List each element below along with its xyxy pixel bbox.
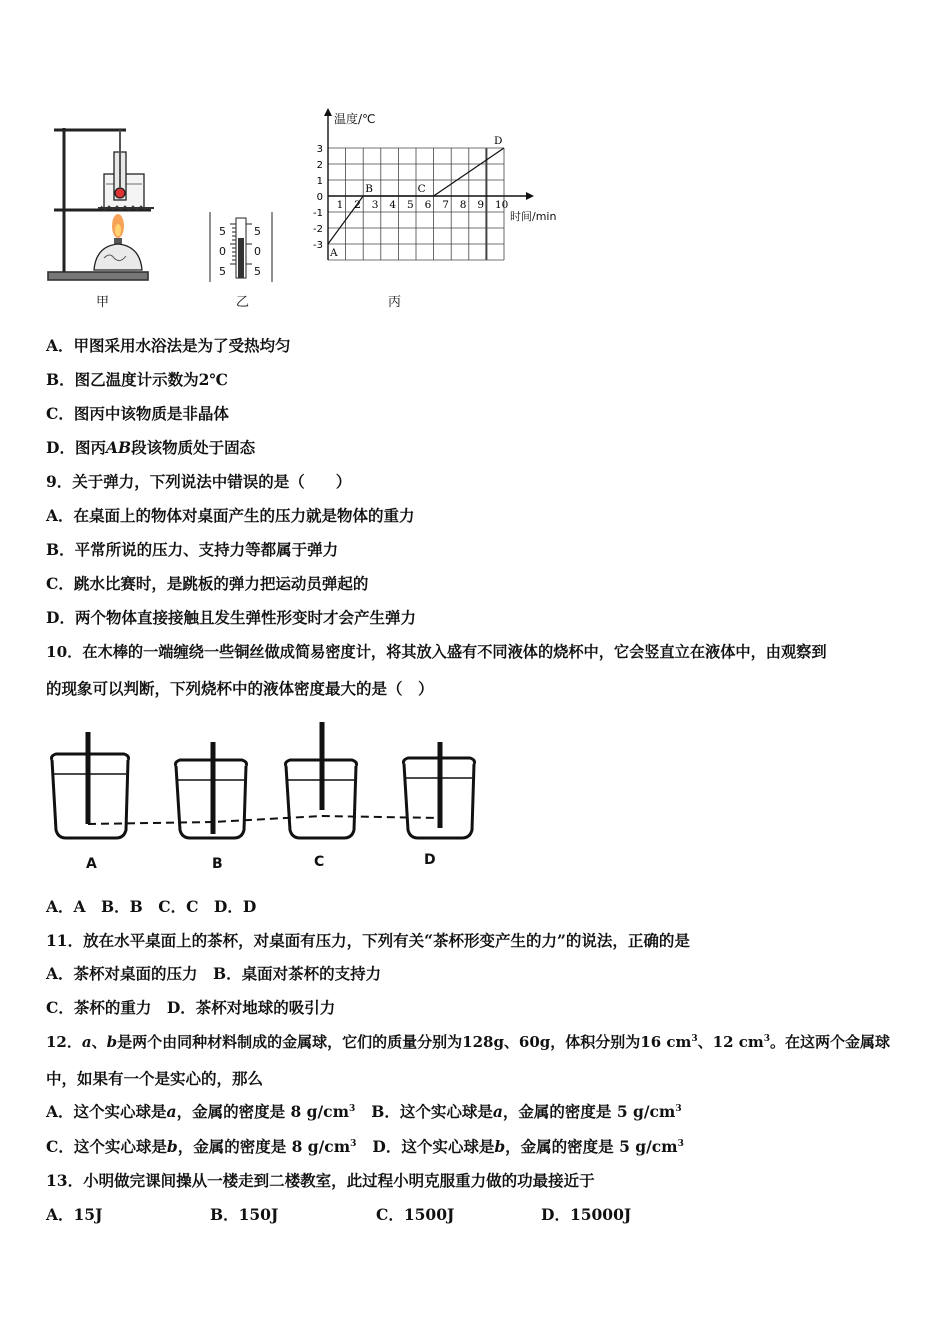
q12-options-cd [46, 1137, 684, 1157]
figure-bing-graph [300, 106, 580, 266]
q12-stem-end: 。在这两个金属球 [770, 1033, 891, 1051]
thermometer-right-tick: 5 [254, 225, 261, 238]
point-label: C [417, 183, 426, 195]
q8-option-a: A．甲图采用水浴法是为了受热均匀 [46, 336, 291, 355]
q8-option-d-pre: D．图丙 [46, 438, 106, 457]
q12-separator: 、 [91, 1033, 107, 1051]
q10-stem-line2: 的现象可以判断，下列烧杯中的液体密度最大的是（ ） [46, 679, 434, 698]
q13-option-c: C．1500J [376, 1205, 455, 1224]
x-tick-label: 1 [336, 199, 344, 211]
q12-number: 12． [46, 1033, 82, 1051]
q8-option-c: C．图丙中该物质是非晶体 [46, 404, 229, 423]
reference-dashed-line [88, 816, 440, 824]
figure-jia-label: 甲 [96, 295, 110, 310]
q12-option-c-var: b [166, 1137, 178, 1156]
y-tick-label: -1 [313, 208, 323, 219]
q11-stem: 11．放在水平桌面上的茶杯，对桌面有压力，下列有关“茶杯形变产生的力”的说法，正确的是 [46, 931, 690, 950]
q12-var-a: a [81, 1033, 92, 1051]
graph-y-axis-label: 温度/℃ [334, 112, 376, 126]
beaker-c [286, 722, 357, 838]
q8-option-d-post: 段该物质处于固态 [131, 438, 256, 457]
point-label: B [365, 183, 373, 195]
x-tick-label: 7 [442, 199, 449, 211]
q12-option-d-var: b [494, 1137, 506, 1156]
beaker-label-d: D [424, 852, 436, 868]
q8-option-d-var: AB [105, 438, 132, 457]
y-axis-arrow [324, 108, 332, 116]
q12-stem-line2: 中，如果有一个是实心的，那么 [46, 1069, 264, 1088]
y-tick-label: 0 [316, 192, 323, 203]
q12-option-a-post: ，金属的密度是 8 g/cm [176, 1102, 349, 1121]
x-axis-arrow [526, 192, 534, 200]
y-tick-label: -3 [313, 240, 323, 251]
thermometer-left-tick: 0 [219, 245, 226, 258]
figure-yi-thermometer [208, 212, 276, 282]
q9-option-b: B．平常所说的压力、支持力等都属于弹力 [46, 540, 339, 559]
q12-sup: 3 [675, 1104, 682, 1114]
q12-var-b: b [106, 1033, 118, 1051]
q12-option-a-pre: A．这个实心球是 [46, 1102, 167, 1121]
q9-option-d: D．两个物体直接接触且发生弹性形变时才会产生弹力 [46, 608, 416, 627]
beaker-label-b: B [212, 856, 223, 872]
thermometer-right-tick: 0 [254, 245, 261, 258]
q11-options-ab: A．茶杯对桌面的压力 B．桌面对茶杯的支持力 [46, 964, 382, 983]
beaker-label-c: C [314, 854, 325, 870]
x-tick-label: 5 [407, 199, 414, 211]
q12-sup: 3 [691, 1034, 698, 1044]
q8-option-d [46, 438, 255, 458]
q12-option-d-pre: D．这个实心球是 [372, 1137, 495, 1156]
beaker-b [176, 742, 247, 838]
figure-yi-label: 乙 [236, 295, 250, 310]
q12-option-a-var: a [166, 1102, 177, 1121]
q8-option-b: B．图乙温度计示数为2℃ [46, 370, 228, 389]
q12-option-b-post: ，金属的密度是 5 g/cm [502, 1102, 676, 1121]
q12-option-c-pre: C．这个实心球是 [46, 1137, 167, 1156]
y-tick-label: 3 [316, 144, 323, 155]
graph-x-axis-label: 时间/min [510, 210, 557, 223]
x-tick-label: 9 [477, 199, 485, 211]
q12-option-b-pre: B．这个实心球是 [371, 1102, 493, 1121]
q12-sup: 3 [349, 1104, 356, 1114]
q12-sup: 3 [763, 1034, 771, 1044]
q10-options: A．A B．B C．C D．D [46, 897, 257, 916]
thermometer-left-tick: 5 [219, 225, 226, 238]
q13-option-d: D．15000J [541, 1205, 632, 1224]
figure-bing-label: 丙 [388, 295, 402, 310]
x-tick-label: 3 [371, 199, 379, 211]
q13-option-a: A．15J [46, 1205, 103, 1224]
thermometer-left-tick: 5 [219, 265, 226, 278]
alcohol-lamp [94, 214, 142, 270]
q12-option-d-post: ，金属的密度是 5 g/cm [505, 1137, 678, 1156]
x-tick-label: 8 [459, 199, 467, 211]
thermometer-right-tick: 5 [254, 265, 261, 278]
q12-sup: 3 [677, 1139, 684, 1149]
q12-option-c-post: ，金属的密度是 8 g/cm [177, 1137, 351, 1156]
x-tick-label: 6 [424, 199, 432, 211]
q12-stem-mid: 是两个由同种材料制成的金属球，它们的质量分别为128g、60g，体积分别为16 cm [117, 1033, 692, 1051]
q13-stem: 13．小明做完课间操从一楼走到二楼教室，此过程小明克服重力做的功最接近于 [46, 1171, 595, 1190]
q11-options-cd: C．茶杯的重力 D．茶杯对地球的吸引力 [46, 998, 336, 1017]
point-label: D [494, 135, 503, 147]
q12-sup: 3 [350, 1139, 357, 1149]
beaker-water-bath [104, 130, 144, 208]
beaker-label-a: A [86, 856, 97, 872]
q12-stem-line1 [46, 1032, 890, 1052]
x-tick-label: 2 [354, 199, 361, 211]
thermometer-liquid-column [238, 238, 244, 278]
x-tick-label: 10 [495, 199, 509, 211]
y-tick-label: 1 [316, 176, 323, 187]
figure-jia-apparatus [46, 122, 166, 287]
y-tick-label: -2 [313, 224, 323, 235]
q12-stem-mid2: 、12 cm [697, 1033, 764, 1051]
q13-option-b: B．150J [210, 1205, 279, 1224]
q9-option-a: A．在桌面上的物体对桌面产生的压力就是物体的重力 [46, 506, 415, 525]
beaker-a [52, 732, 129, 838]
q9-stem: 9．关于弹力，下列说法中错误的是（ ） [46, 472, 352, 491]
q12-options-ab [46, 1102, 682, 1122]
beaker-d [404, 742, 475, 838]
x-tick-label: 4 [389, 199, 397, 211]
y-tick-label: 2 [316, 160, 323, 171]
q10-stem-line1: 10．在木棒的一端缠绕一些铜丝做成简易密度计，将其放入盛有不同液体的烧杯中，它会竖直立在液体中，由观察到 [46, 643, 827, 661]
q12-option-b-var: a [492, 1102, 503, 1121]
point-label: A [330, 247, 338, 259]
q9-option-c: C．跳水比赛时，是跳板的弹力把运动员弹起的 [46, 574, 369, 593]
